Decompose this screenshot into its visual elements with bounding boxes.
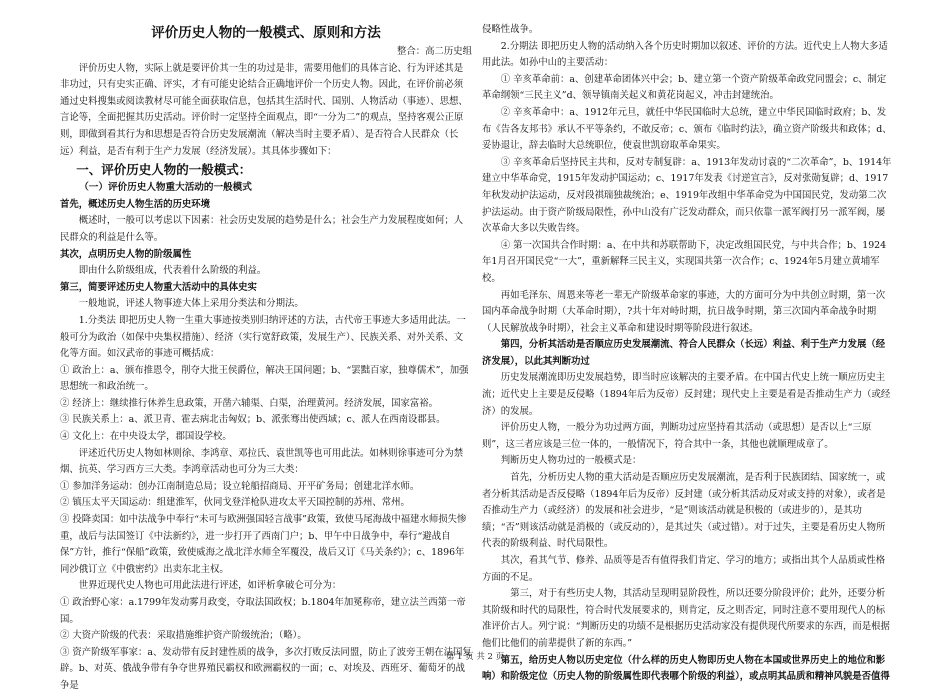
list-item-lihongzhang-2: ② 镇压太平天国运动：组建淮军，伙同戈登洋枪队进攻太平天国控制的苏州、常州。 (60, 497, 410, 509)
list-item-sunzhongshan-1: ① 辛亥革命前：a、创建革命团体兴中会；b、建立第一个资产阶级革命政党同盟会；c、制定革命纲领“三民主义”d、领导镇南关起义和黄花岗起义，冲击封建统治。 (482, 73, 887, 102)
document-title: 评价历史人物的一般模式、原则和方法 (151, 25, 381, 41)
list-item-lihongzhang-3: ③ 投降卖国：如中法战争中奉行“未可与欧洲强国轻言战事”政策，致使马尾海战中福建水师损失惨重，战后与法国签订《中法新约》，进一步打开了西南门户；b、甲午中日战争中，奉行“避战自保”方针，推行“保船”政策，致使威海之战北洋水师全军覆没，战后又订《马关条约》；c、1896年同沙俄订立《中俄密约》出卖东北主权。 (60, 514, 467, 575)
method-periodization: 2.分期法 即把历史人物的活动纳入各个历史时期加以叙述、评价的方法。近代史上人物大多适用此法。如孙中山的主要活动： (482, 40, 888, 69)
list-item-sunzhongshan-2: ② 辛亥革命中：a、1912年元旦，就任中华民国临时大总统，建立中华民国临时政府；b、发布《告各友邦书》承认不平等条约，不敢反帝；c、颁布《临时约法》，确立资产阶级共和政体；d、妥协退让，辞去临时大总统职位，使袁世凯窃取革命果实。 (482, 106, 892, 152)
step-heading-fourth: 第四，分析其活动是否顺应历史发展潮流、符合人民群众（长远）利益、利于生产力发展（经济发展），以此其判断功过 (482, 339, 886, 367)
step-paragraph-first: 概述时，一般可以考虑以下因素：社会历史发展的趋势是什么；社会生产力发展程度如何；人民群众的利益是什么等。 (60, 215, 464, 243)
step-paragraph-fourth: 历史发展潮流即历史发展趋势，即当时应该解决的主要矛盾。在中国古代史上统一顺应历史主流；近代史上主要是反侵略（1894年后为反帝）反封建；现代史上主要是看是否推动生产力（或经济）的发展。 (482, 372, 891, 417)
left-column (60, 22, 472, 695)
judge-paragraph-2: 其次，看其气节、修养、品质等是否有值得我们肯定、学习的地方；或指出其个人品质或性格方面的不足。 (482, 555, 886, 583)
author-line: 整合：高二历史组 (396, 46, 472, 57)
list-item-sunzhongshan-3: ③ 辛亥革命后坚持民主共和，反对专制复辟：a、1913年发动讨袁的“二次革命”，b、1914年建立中华革命党，1915年发动护国运动；c、1917年发表《讨逆宣言》，反对张勋复辟；d、1917年秋发动护法运动，反对段祺瑞独裁统治；e、1919年改组中华革命党为中国国民党，发动第二次护法运动。由于资产阶级局限性，孙中山没有广泛发动群众，而只依靠一派军阀打另一派军阀，屡次革命大多以失败告终。 (482, 156, 892, 235)
step-paragraph-third: 一般地说，评述人物事迹大体上采用分类法和分期法。 (78, 298, 304, 310)
step-heading-third: 第三，简要评述历史人物重大活动中的具体史实 (60, 281, 257, 293)
list-item-wudi-2: ② 经济上：继续推行休养生息政策，开凿六辅渠、白渠，治理黄河。经济发展，国家富裕。 (60, 397, 438, 409)
judge-paragraph-1: 首先，分析历史人物的重大活动是否顺应历史发展潮流，是否利于民族团结、国家统一，或者分析其活动是否反侵略（1894年后为反帝）反封建（或分析其活动反对或支持的对象），或者是否推动生产力（或经济）的发展和社会进步，“是”则该活动就是积极的（或进步的），是其功绩；“否”则该活动就是消极的（或反动的），是其过失（或过错）。对于过失，主要是看历史人物所代表的阶级利益、时代局限性。 (482, 472, 886, 550)
step-heading-first: 首先，概述历史人物生活的历史环境 (60, 198, 211, 210)
right-column (482, 22, 892, 686)
list-item-sunzhongshan-4: ④ 第一次国共合作时期：a、在中共和苏联帮助下，决定改组国民党，与中共合作；b、1924年1月召开国民党“一大”，重新解释三民主义，实现国共第一次合作；c、1924年5月建立黄埔军校。 (482, 239, 887, 284)
section-heading-1: 一、评价历史人物的一般模式： (76, 162, 252, 178)
step-heading-fifth: 第五，给历史人物以历史定位（什么样的历史人物即历史人物在本国或世界历史上的地位和影响）和阶级定位（历史人物的阶级属性即代表哪个阶级的利益），或点明其品质和精神风貌是否值得 (482, 654, 890, 683)
page-footer: 第 1 页 共 2 页 (445, 652, 505, 662)
list-item-wudi-4: ④ 文化上：在中央设太学，郡国设学校。 (60, 431, 232, 443)
continued-text: 侵略性战争。 (482, 24, 539, 35)
judge-paragraph-3: 第三，对于有些历史人物，其活动呈现明显阶段性，所以还要分阶段评价；此外，还要分析其阶级和时代的局限性，符合时代发展要求的，则肯定，反之则否定，同时注意不要用现代人的标准评价古人。列宁说：“判断历史的功绩不是根据历史活动家没有提供现代所要求的东西，而是根据他们比他们的前辈提供了新的东西。” (482, 588, 890, 649)
step-paragraph-fourth-2: 评价历史人物，一般分为功过两方面，判断功过应坚持看其活动（或思想）是否以上“三原则”，这三者应该是三位一体的，一般情况下，符合其中一条，其他也就顺理成章了。 (482, 422, 872, 450)
step-paragraph-second: 即由什么阶级组成，代表着什么阶级的利益。 (78, 265, 267, 277)
paragraph-maozedong: 再如毛泽东、周恩来等老一辈无产阶级革命家的事迹，大的方面可分为中共创立时期，第一次国内革命战争时期（大革命时期），?共十年对峙时期，抗日战争时期，第三次国内革命战争时期（人民解放战争时期），社会主义革命和建设时期等阶段进行叙述。 (482, 289, 886, 334)
method-classification: 1.分类法 即把历史人物一生重大事迹按类别归纳评述的方法，古代帝王事迹大多适用此法。一般可分为政治（如保中央集权措施）、经济（实行宽舒政策，发展生产）、民族关系、对外关系、文化等方面。如汉武帝的事迹可概括成： (60, 314, 466, 360)
intro-paragraph: 评价历史人物，实际上就是要评价其一生的功过是非，需要用他们的具体言论、行为评述其是非功过，只有史实正确、评实，才有可能史论结合正确地评价一个历史人物。因此，在评价前必须通过史料搜集或阅读教材尽可能全面获取信息，包括其生活时代、国别、人物活动（事迹）、思想、言论等，全面把握其历史活动。评价时一定坚持全面观点，即“一分为二”的观点，坚持客观公正原则，即做到看其行为和思想是否符合历史发展潮流（解决当时主要矛盾）、是否符合人民群众（长远）利益，是否有利于生产力发展（经济发展）。其具体步骤如下： (60, 62, 468, 157)
subsection-heading-1: （一）评价历史人物重大活动的一般模式 (79, 182, 252, 194)
paragraph-world-figures: 世界近现代史人物也可用此法进行评述，如评析拿破仑可分为： (78, 580, 342, 592)
list-item-lihongzhang-1: ① 参加洋务运动：创办江南制造总局；设立轮船招商局、开平矿务局；创建北洋水师。 (60, 480, 420, 492)
paragraph-modern-figures: 评述近代历史人物如林则徐、李鸿章、邓拉氏、袁世凯等也可用此法。如林则徐事迹可分为禁烟、抗英、学习西方三大类。李鸿章活动也可分为三大类： (60, 447, 464, 476)
list-item-wudi-1: ① 政治上：a、颁布推恩令，削夺大批王侯爵位，解决王国问题；b、“罢黜百家，独尊儒术”，加强思想统一和政治统一。 (60, 364, 469, 393)
list-item-napoleon-3: ③ 资产阶级军事家：a、发动带有反封建性质的战争，多次打败反法同盟，防止了波旁王朝在法国复辟。b、对英、俄战争带有争夺世界殖民霸权和欧洲霸权的一面；c、对埃及、西班牙、葡萄牙的战争是 (60, 646, 472, 691)
list-item-napoleon-2: ② 大资产阶级的代表：采取措施维护资产阶级统治；（略）。 (60, 630, 307, 642)
judge-heading: 判断历史人物功过的一般模式是： (500, 455, 642, 467)
list-item-wudi-3: ③ 民族关系上：a、派卫青、霍去病北击匈奴；b、派张骞出使西域；c、派人在西南设郡县。 (60, 414, 446, 426)
list-item-napoleon-1: ① 政治野心家：a.1799年发动雾月政变，夺取法国政权；b.1804年加冕称帝，建立法兰西第一帝国。 (60, 597, 466, 625)
step-heading-second: 其次，点明历史人物的阶级属性 (60, 248, 192, 260)
